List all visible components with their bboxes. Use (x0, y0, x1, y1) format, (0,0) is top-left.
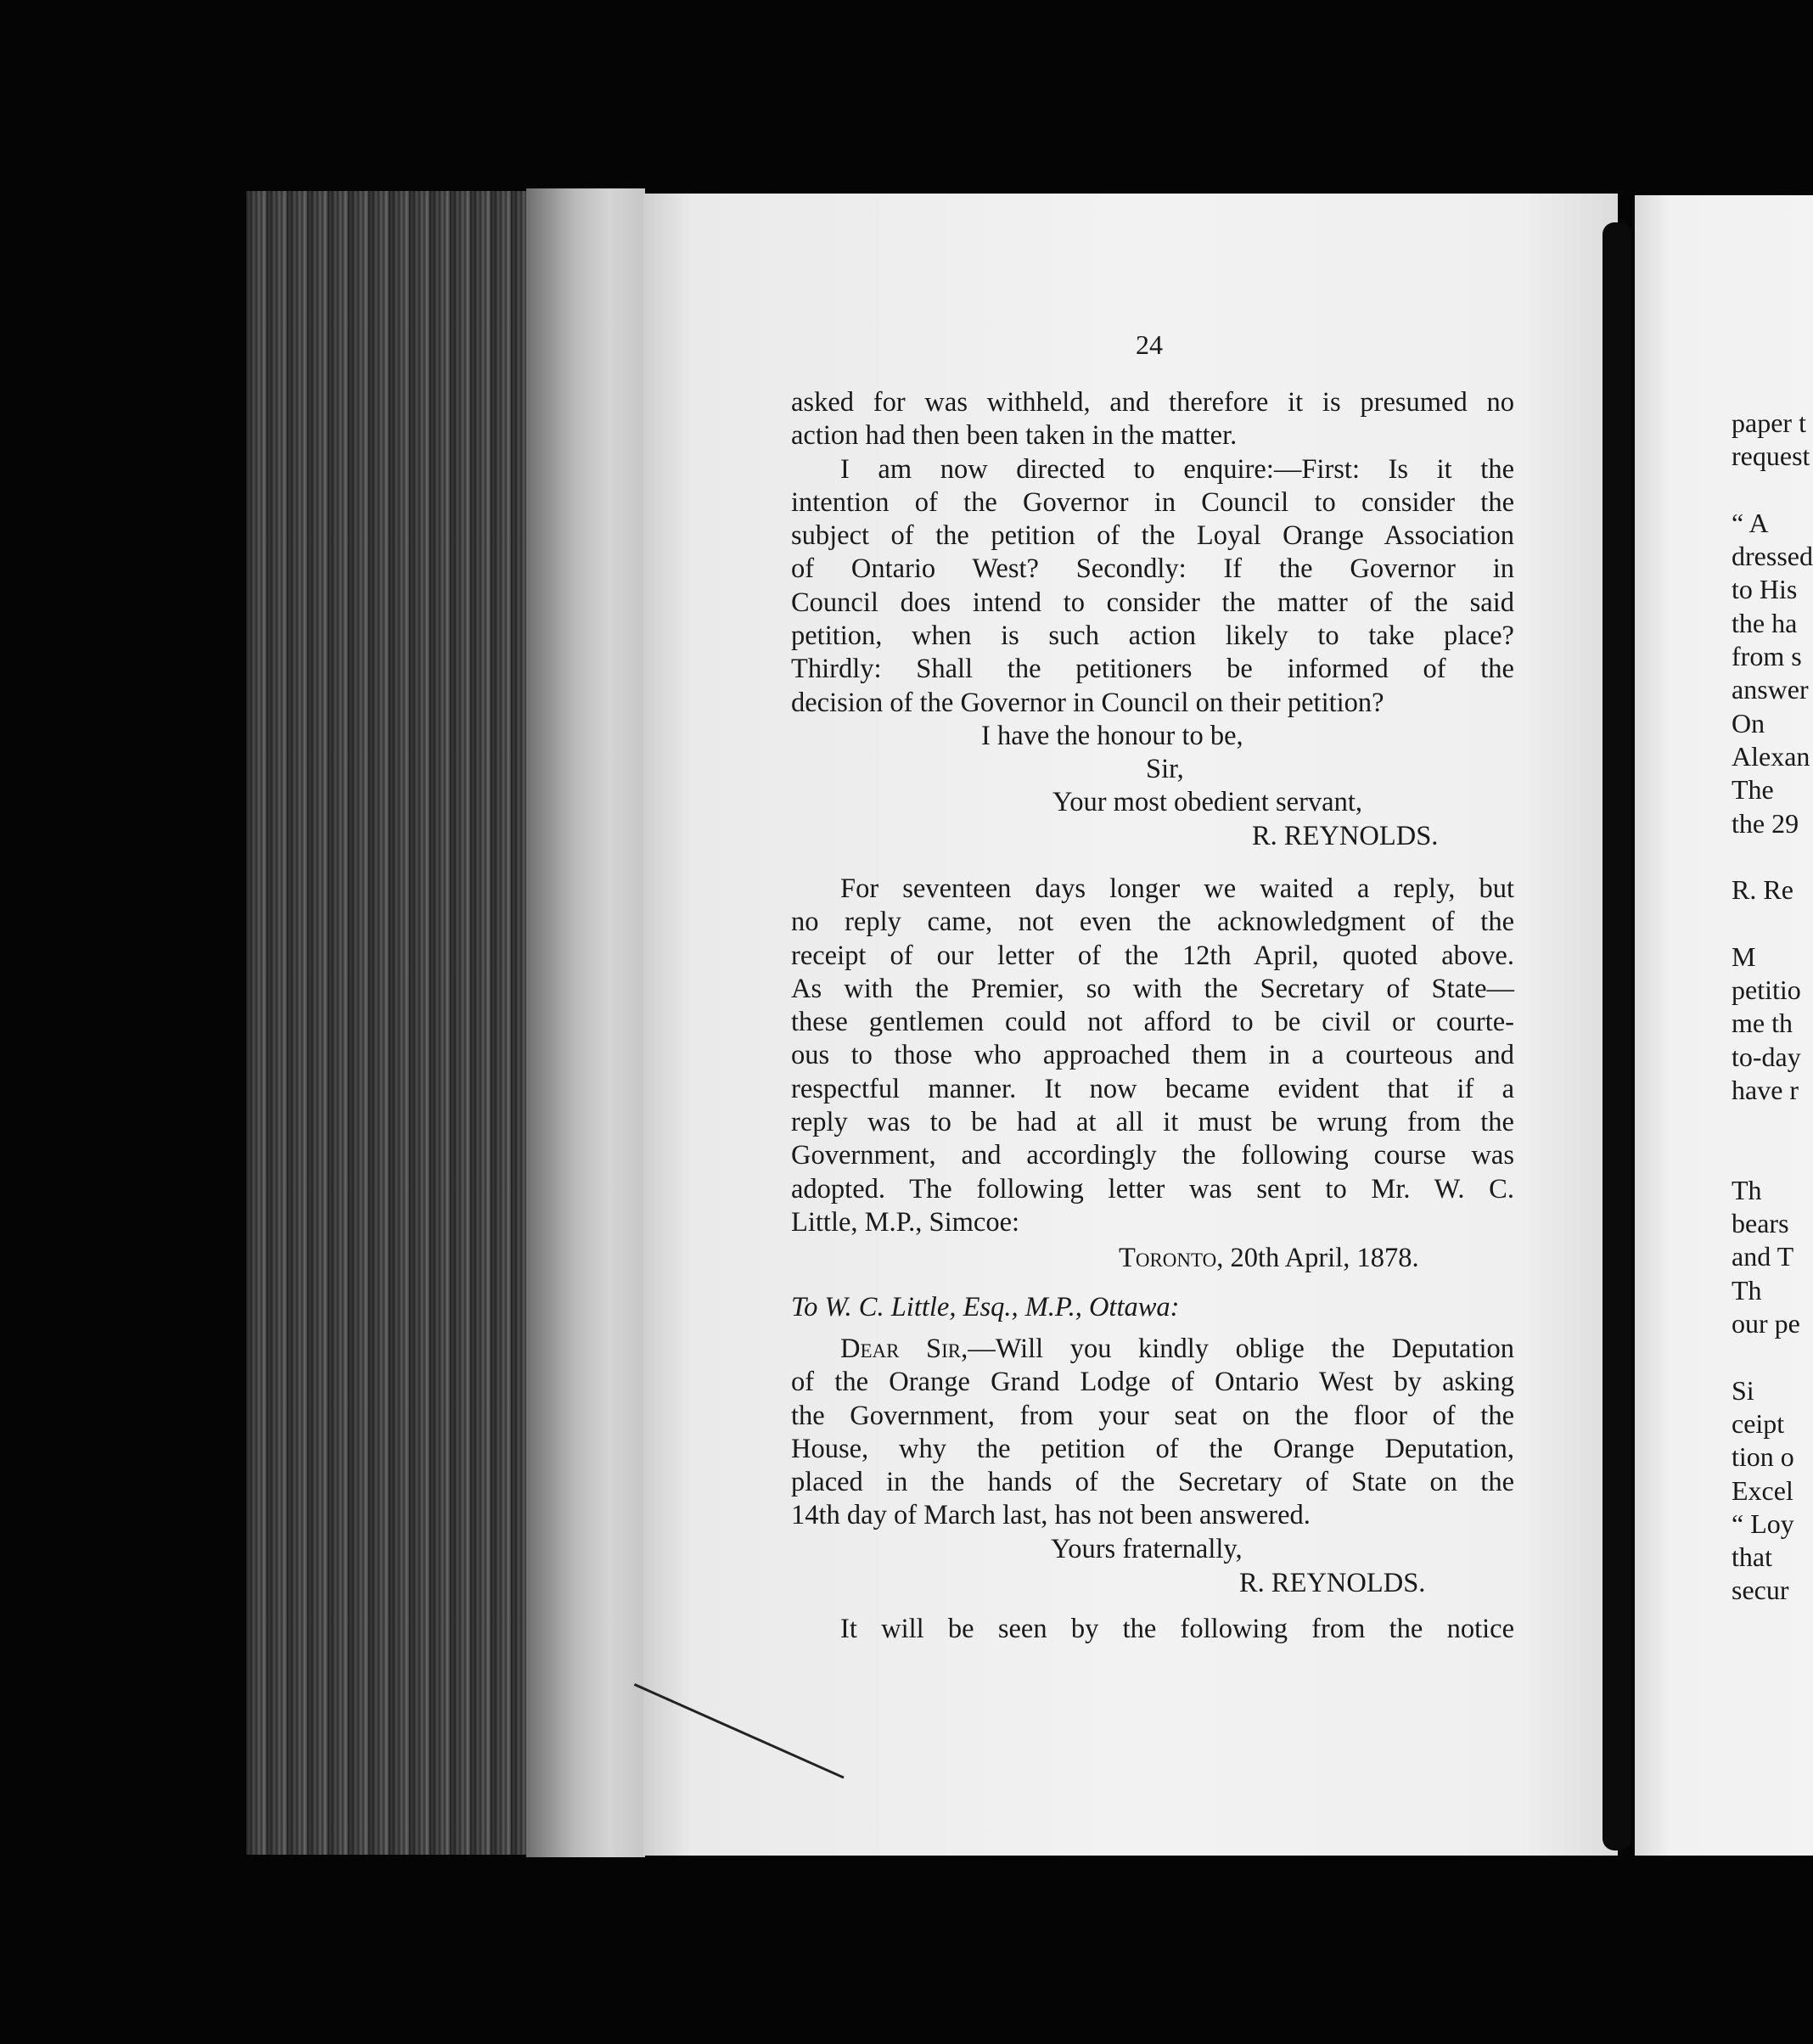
right-page-line-fragment: paper t (1732, 407, 1806, 438)
signature-2: R. REYNOLDS. (1239, 1568, 1426, 1598)
right-page-line-fragment: dressed (1732, 541, 1813, 572)
right-page-line-fragment: R. Re (1732, 874, 1793, 906)
right-page-line-fragment: “ Loy (1732, 1508, 1794, 1539)
text-line: reply was to be had at all it must be wrung from the (791, 1107, 1514, 1138)
right-page-line-fragment: to-day (1732, 1041, 1801, 1072)
text-line: ous to those who approached them in a courteous and (791, 1040, 1514, 1071)
book-gutter (1603, 222, 1631, 1850)
text-line: asked for was withheld, and therefore it is presumed no (791, 387, 1514, 418)
text-line: Thirdly: Shall the petitioners be informed of the (791, 654, 1514, 685)
text-line: the Government, from your seat on the floor of the (791, 1400, 1514, 1431)
body-text-part1 (791, 386, 1514, 720)
right-page-line-fragment: Si (1732, 1374, 1754, 1406)
text-line: 14th day of March last, has not been answered. (791, 1500, 1311, 1531)
body-text-part2 (791, 873, 1514, 1239)
right-page-line-fragment: Excel (1732, 1474, 1793, 1506)
text-line: Council does intend to consider the matter of the said (791, 587, 1514, 618)
text-line: adopted. The following letter was sent to Mr. W. C. (791, 1173, 1514, 1204)
closing-honour: I have the honour to be, (981, 721, 1243, 751)
right-page-line-fragment: Th (1732, 1174, 1762, 1205)
right-page-line-fragment: tion o (1732, 1441, 1794, 1473)
text-line: these gentlemen could not afford to be civil or courte- (791, 1007, 1514, 1038)
closing-servant: Your most obedient servant, (1052, 787, 1363, 817)
right-page-text-fragments (1732, 407, 1813, 1609)
text-line: of Ontario West? Secondly: If the Governor in (791, 553, 1514, 585)
right-page-line-fragment: our pe (1732, 1308, 1800, 1339)
dateline (1119, 1242, 1419, 1275)
text-line: intention of the Governor in Council to consider the (791, 486, 1514, 518)
dateline-date: , 20th April, 1878. (1216, 1243, 1419, 1273)
right-page-line-fragment (1732, 1341, 1813, 1374)
closing-sir: Sir, (1146, 754, 1184, 784)
text-line: I am now directed to enquire:—First: Is it the (840, 453, 1514, 485)
right-page-line-fragment (1732, 841, 1813, 874)
letter-closing: Yours fraternally, (1051, 1534, 1243, 1564)
text-line: subject of the petition of the Loyal Orange Association (791, 520, 1514, 552)
right-page-line-fragment: Alexan (1732, 740, 1810, 772)
right-page-line-fragment: that (1732, 1541, 1772, 1573)
right-page-line-fragment (1732, 907, 1813, 941)
right-page-line-fragment: request (1732, 441, 1810, 472)
right-page-line-fragment (1732, 1142, 1813, 1175)
right-page-line-fragment: secur (1732, 1575, 1789, 1606)
text-line: receipt of our letter of the 12th April, quoted above. (791, 940, 1514, 971)
letter-line-first: —Will you kindly oblige the Deputation (968, 1334, 1515, 1364)
right-page-line-fragment: answer (1732, 674, 1809, 705)
text-line: no reply came, not even the acknowledgment of the (791, 907, 1514, 938)
text-line: decision of the Governor in Council on their petition? (791, 687, 1384, 718)
right-page-line-fragment: “ A (1732, 507, 1769, 538)
addressee: To W. C. Little, Esq., M.P., Ottawa: (791, 1292, 1180, 1322)
right-page-line-fragment: Th (1732, 1274, 1762, 1306)
text-line: action had then been taken in the matter. (791, 420, 1238, 452)
text-line: As with the Premier, so with the Secretary of State— (791, 973, 1514, 1004)
last-line: It will be seen by the following from the notice (840, 1614, 1514, 1644)
right-page-line-fragment: On (1732, 707, 1765, 738)
text-line: Little, M.P., Simcoe: (791, 1206, 1020, 1238)
right-page-line-fragment: to His (1732, 574, 1798, 605)
signature-1: R. REYNOLDS. (1252, 821, 1439, 851)
right-page-line-fragment: bears (1732, 1208, 1789, 1239)
book-page-edges-light (526, 188, 645, 1857)
right-page-line-fragment: ceipt (1732, 1407, 1785, 1439)
dateline-city: Toronto (1119, 1243, 1217, 1273)
text-line: respectful manner. It now became evident that if a (791, 1073, 1514, 1104)
right-page-line-fragment: have r (1732, 1074, 1799, 1105)
right-page-line-fragment (1732, 1108, 1813, 1141)
letter-body (791, 1333, 1514, 1533)
text-line: House, why the petition of the Orange Deputation, (791, 1433, 1514, 1464)
text-line: placed in the hands of the Secretary of State on the (791, 1467, 1514, 1498)
text-line: of the Orange Grand Lodge of Ontario West by asking (791, 1367, 1514, 1398)
page-number: 24 (1136, 329, 1163, 360)
text-line: For seventeen days longer we waited a reply, but (840, 873, 1514, 904)
letter-salutation: Dear Sir, (840, 1334, 968, 1364)
text-line: petition, when is such action likely to take place? (791, 620, 1514, 652)
right-page-line-fragment: the ha (1732, 607, 1798, 638)
text-line (791, 1333, 1514, 1366)
right-page-line-fragment: petitio (1732, 974, 1801, 1006)
right-page-line-fragment: the 29 (1732, 807, 1799, 839)
text-line: Government, and accordingly the following course was (791, 1140, 1514, 1171)
right-page-line-fragment: M (1732, 941, 1756, 972)
right-page-line-fragment: me th (1732, 1008, 1793, 1039)
right-page-line-fragment: The (1732, 774, 1774, 806)
right-page-line-fragment: and T (1732, 1241, 1794, 1272)
right-page-line-fragment (1732, 474, 1813, 508)
right-page-line-fragment: from s (1732, 641, 1802, 672)
